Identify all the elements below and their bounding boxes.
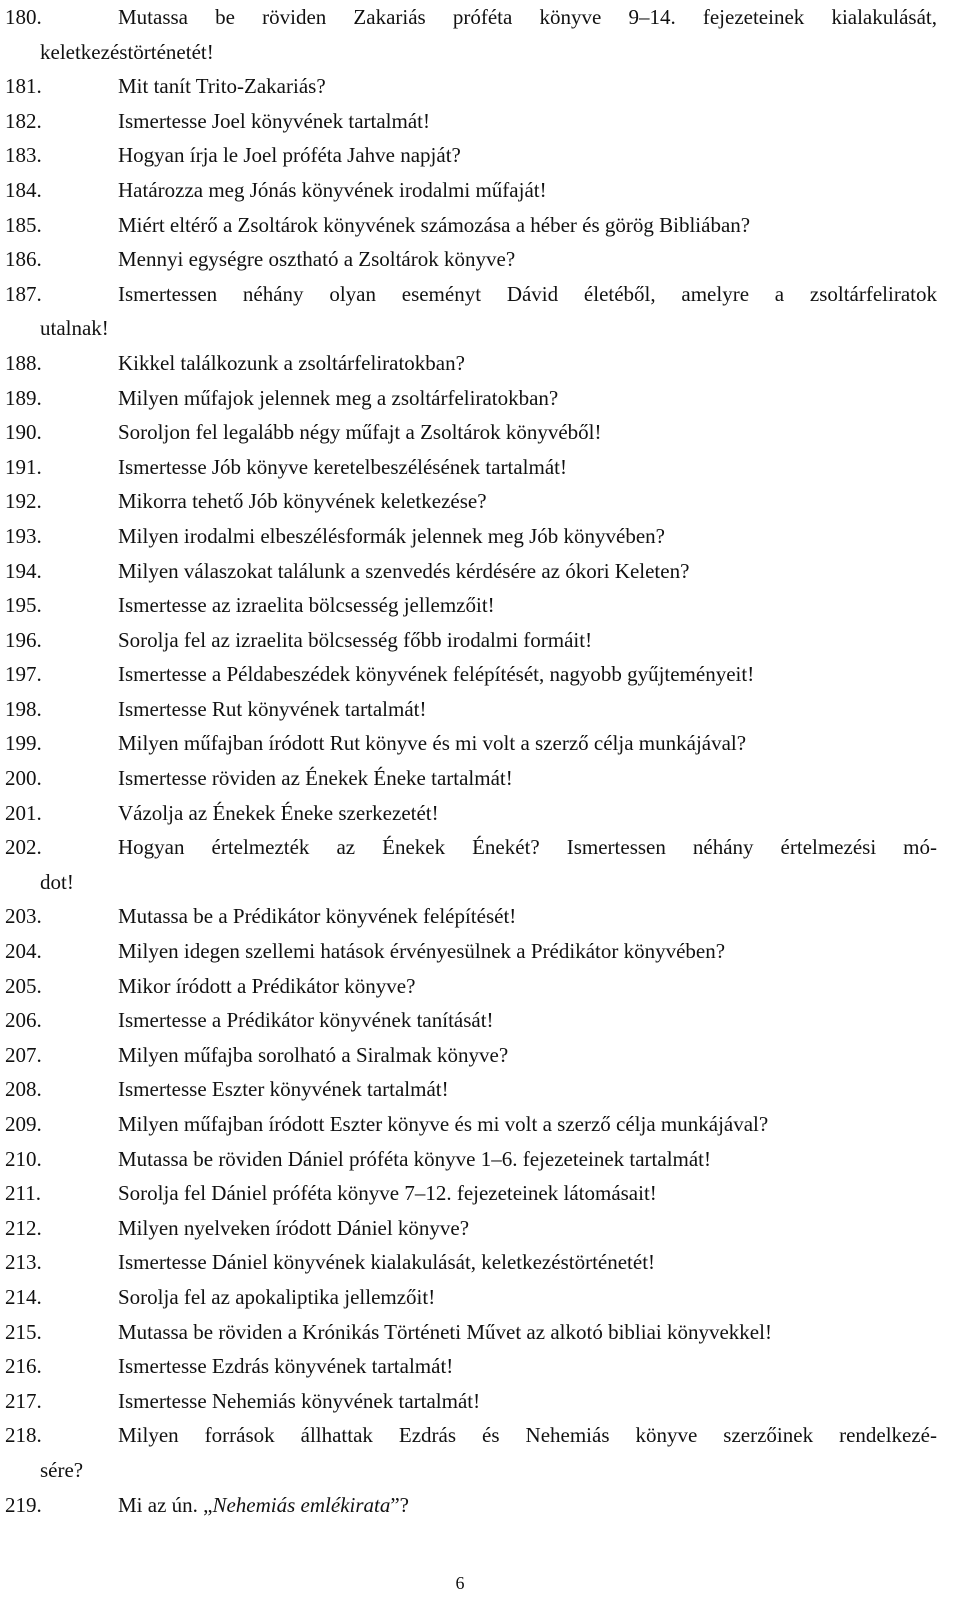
question-text: Mutassa be a Prédikátor könyvének felépítését! <box>118 904 517 929</box>
question-number: 209. <box>5 1112 42 1136</box>
question-text <box>118 1488 937 1523</box>
question-item <box>5 969 937 1004</box>
question-text: Milyen nyelveken íródott Dániel könyve? <box>118 1215 470 1240</box>
question-text: Vázolja az Énekek Éneke szerkezetét! <box>118 800 439 825</box>
question-text-after: ”? <box>390 1492 410 1517</box>
question-text: Milyen válaszokat találunk a szenvedés kérdésére az ókori Keleten? <box>118 558 690 583</box>
question-number: 187. <box>5 281 42 306</box>
question-text: Mutassa be röviden Zakariás próféta könyve 9–14. fejezeteinek kialakulását, <box>118 5 937 29</box>
question-number: 215. <box>5 1319 42 1344</box>
question-number: 192. <box>5 489 42 514</box>
question-number: 184. <box>5 177 42 202</box>
question-number: 218. <box>5 1423 42 1448</box>
question-text: Soroljon fel legalább négy műfajt a Zsoltárok könyvéből! <box>118 420 602 445</box>
question-item <box>5 1072 937 1107</box>
question-text: Ismertesse Dániel könyvének kialakulását, keletkezéstörténetét! <box>118 1250 656 1275</box>
question-text: Milyen műfajok jelennek meg a zsoltárfeliratokban? <box>118 385 559 410</box>
question-number: 210. <box>5 1146 42 1171</box>
question-text: Milyen idegen szellemi hatások érvényesülnek a Prédikátor könyvében? <box>118 939 726 964</box>
question-item <box>5 899 937 934</box>
question-item <box>5 1280 937 1315</box>
question-item <box>5 1003 937 1038</box>
question-text: Ismertesse Rut könyvének tartalmát! <box>118 696 427 721</box>
question-text-continuation: keletkezéstörténetét! <box>40 39 214 64</box>
question-number: 189. <box>5 385 42 410</box>
question-item <box>5 554 937 589</box>
question-number: 199. <box>5 731 42 756</box>
question-item <box>5 726 937 761</box>
page-number: 6 <box>455 1573 465 1593</box>
question-text-continuation: sére? <box>40 1457 84 1482</box>
question-item <box>5 381 937 416</box>
question-text: Mutassa be röviden Dániel próféta könyve 1–6. fejezeteinek tartalmát! <box>118 1146 712 1171</box>
question-item <box>5 1142 937 1177</box>
question-item <box>5 242 937 277</box>
question-item <box>5 484 937 519</box>
question-number: 191. <box>5 454 42 479</box>
question-item <box>5 1488 937 1523</box>
question-number: 205. <box>5 973 42 998</box>
question-item <box>5 1245 937 1280</box>
question-text: Milyen irodalmi elbeszélésformák jelennek meg Jób könyvében? <box>118 523 665 548</box>
question-item <box>5 1038 937 1073</box>
question-number: 180. <box>5 5 42 29</box>
question-number: 208. <box>5 1077 42 1102</box>
question-item <box>5 1107 937 1142</box>
question-text: Milyen műfajba sorolható a Siralmak könyve? <box>118 1042 509 1067</box>
question-item <box>5 1176 937 1211</box>
question-text: Határozza meg Jónás könyvének irodalmi műfaját! <box>118 177 547 202</box>
question-text: Ismertesse a Prédikátor könyvének tanítását! <box>118 1008 494 1033</box>
question-number: 190. <box>5 420 42 445</box>
question-text: Ismertesse Eszter könyvének tartalmát! <box>118 1077 449 1102</box>
question-text-continuation: utalnak! <box>40 316 109 341</box>
question-text: Sorolja fel Dániel próféta könyve 7–12. fejezeteinek látomásait! <box>118 1181 657 1206</box>
question-number: 186. <box>5 247 42 272</box>
question-item <box>5 830 937 899</box>
question-number: 214. <box>5 1284 42 1309</box>
question-number: 216. <box>5 1354 42 1379</box>
question-text: Ismertesse Joel könyvének tartalmát! <box>118 108 430 133</box>
question-list <box>5 0 937 1522</box>
question-text: Mit tanít Trito-Zakariás? <box>118 74 326 99</box>
question-number: 183. <box>5 143 42 168</box>
question-number: 181. <box>5 74 42 99</box>
question-item <box>5 657 937 692</box>
question-item <box>5 104 937 139</box>
question-item <box>5 346 937 381</box>
question-item <box>5 623 937 658</box>
question-text-italic: Nehemiás emlékirata <box>212 1492 391 1517</box>
question-text: Mikor íródott a Prédikátor könyve? <box>118 973 416 998</box>
question-item <box>5 450 937 485</box>
question-item <box>5 761 937 796</box>
question-text: Miért eltérő a Zsoltárok könyvének számozása a héber és görög Bibliában? <box>118 212 751 237</box>
question-number: 197. <box>5 662 42 687</box>
question-item <box>5 588 937 623</box>
question-text: Milyen műfajban íródott Eszter könyve és mi volt a szerző célja munkájával? <box>118 1112 769 1136</box>
question-item <box>5 1384 937 1419</box>
question-item <box>5 69 937 104</box>
question-item <box>5 0 937 69</box>
question-number: 203. <box>5 904 42 929</box>
question-number: 194. <box>5 558 42 583</box>
question-number: 188. <box>5 350 42 375</box>
question-text: Kikkel találkozunk a zsoltárfeliratokban? <box>118 350 465 375</box>
question-item <box>5 173 937 208</box>
question-text: Ismertesse az izraelita bölcsesség jellemzőit! <box>118 593 495 618</box>
question-number: 182. <box>5 108 42 133</box>
question-number: 196. <box>5 627 42 652</box>
question-text: Sorolja fel az apokaliptika jellemzőit! <box>118 1284 436 1309</box>
question-text: Ismertesse Ezdrás könyvének tartalmát! <box>118 1354 454 1379</box>
question-item <box>5 415 937 450</box>
question-text: Hogyan írja le Joel próféta Jahve napját? <box>118 143 461 168</box>
question-number: 217. <box>5 1388 42 1413</box>
question-number: 193. <box>5 523 42 548</box>
question-number: 200. <box>5 766 42 791</box>
question-text: Ismertesse röviden az Énekek Éneke tartalmát! <box>118 766 513 791</box>
question-number: 185. <box>5 212 42 237</box>
question-number: 206. <box>5 1008 42 1033</box>
question-item <box>5 1418 937 1487</box>
question-text-continuation: dot! <box>40 869 74 894</box>
question-text: Ismertesse Nehemiás könyvének tartalmát! <box>118 1388 481 1413</box>
question-text: Hogyan értelmezték az Énekek Énekét? Ismertessen néhány értelmezési mó- <box>118 835 937 860</box>
question-item <box>5 519 937 554</box>
question-text: Mennyi egységre osztható a Zsoltárok könyve? <box>118 247 516 272</box>
question-number: 204. <box>5 939 42 964</box>
question-text: Sorolja fel az izraelita bölcsesség főbb irodalmi formáit! <box>118 627 593 652</box>
question-text: Ismertessen néhány olyan eseményt Dávid életéből, amelyre a zsoltárfeliratok <box>118 281 937 306</box>
question-text: Mutassa be röviden a Krónikás Történeti Művet az alkotó bibliai könyvekkel! <box>118 1319 772 1344</box>
question-text-before: Mi az ún. „ <box>118 1492 213 1517</box>
question-text: Ismertesse Jób könyve keretelbeszélésének tartalmát! <box>118 454 567 479</box>
question-item <box>5 208 937 243</box>
question-item <box>5 796 937 831</box>
question-number: 195. <box>5 593 42 618</box>
question-number: 211. <box>5 1181 41 1206</box>
question-text: Mikorra tehető Jób könyvének keletkezése? <box>118 489 487 514</box>
question-text: Ismertesse a Példabeszédek könyvének felépítését, nagyobb gyűjteményeit! <box>118 662 755 687</box>
question-text: Milyen műfajban íródott Rut könyve és mi volt a szerző célja munkájával? <box>118 731 747 756</box>
question-item <box>5 1211 937 1246</box>
question-item <box>5 934 937 969</box>
question-text: Milyen források állhattak Ezdrás és Nehemiás könyve szerzőinek rendelkezé- <box>118 1423 937 1448</box>
question-number: 213. <box>5 1250 42 1275</box>
question-item <box>5 277 937 346</box>
question-item <box>5 1349 937 1384</box>
question-number: 212. <box>5 1215 42 1240</box>
question-number: 202. <box>5 835 42 860</box>
question-number: 198. <box>5 696 42 721</box>
question-item <box>5 138 937 173</box>
question-item <box>5 692 937 727</box>
question-number: 207. <box>5 1042 42 1067</box>
question-item <box>5 1315 937 1350</box>
question-number: 219. <box>5 1492 42 1517</box>
question-number: 201. <box>5 800 42 825</box>
